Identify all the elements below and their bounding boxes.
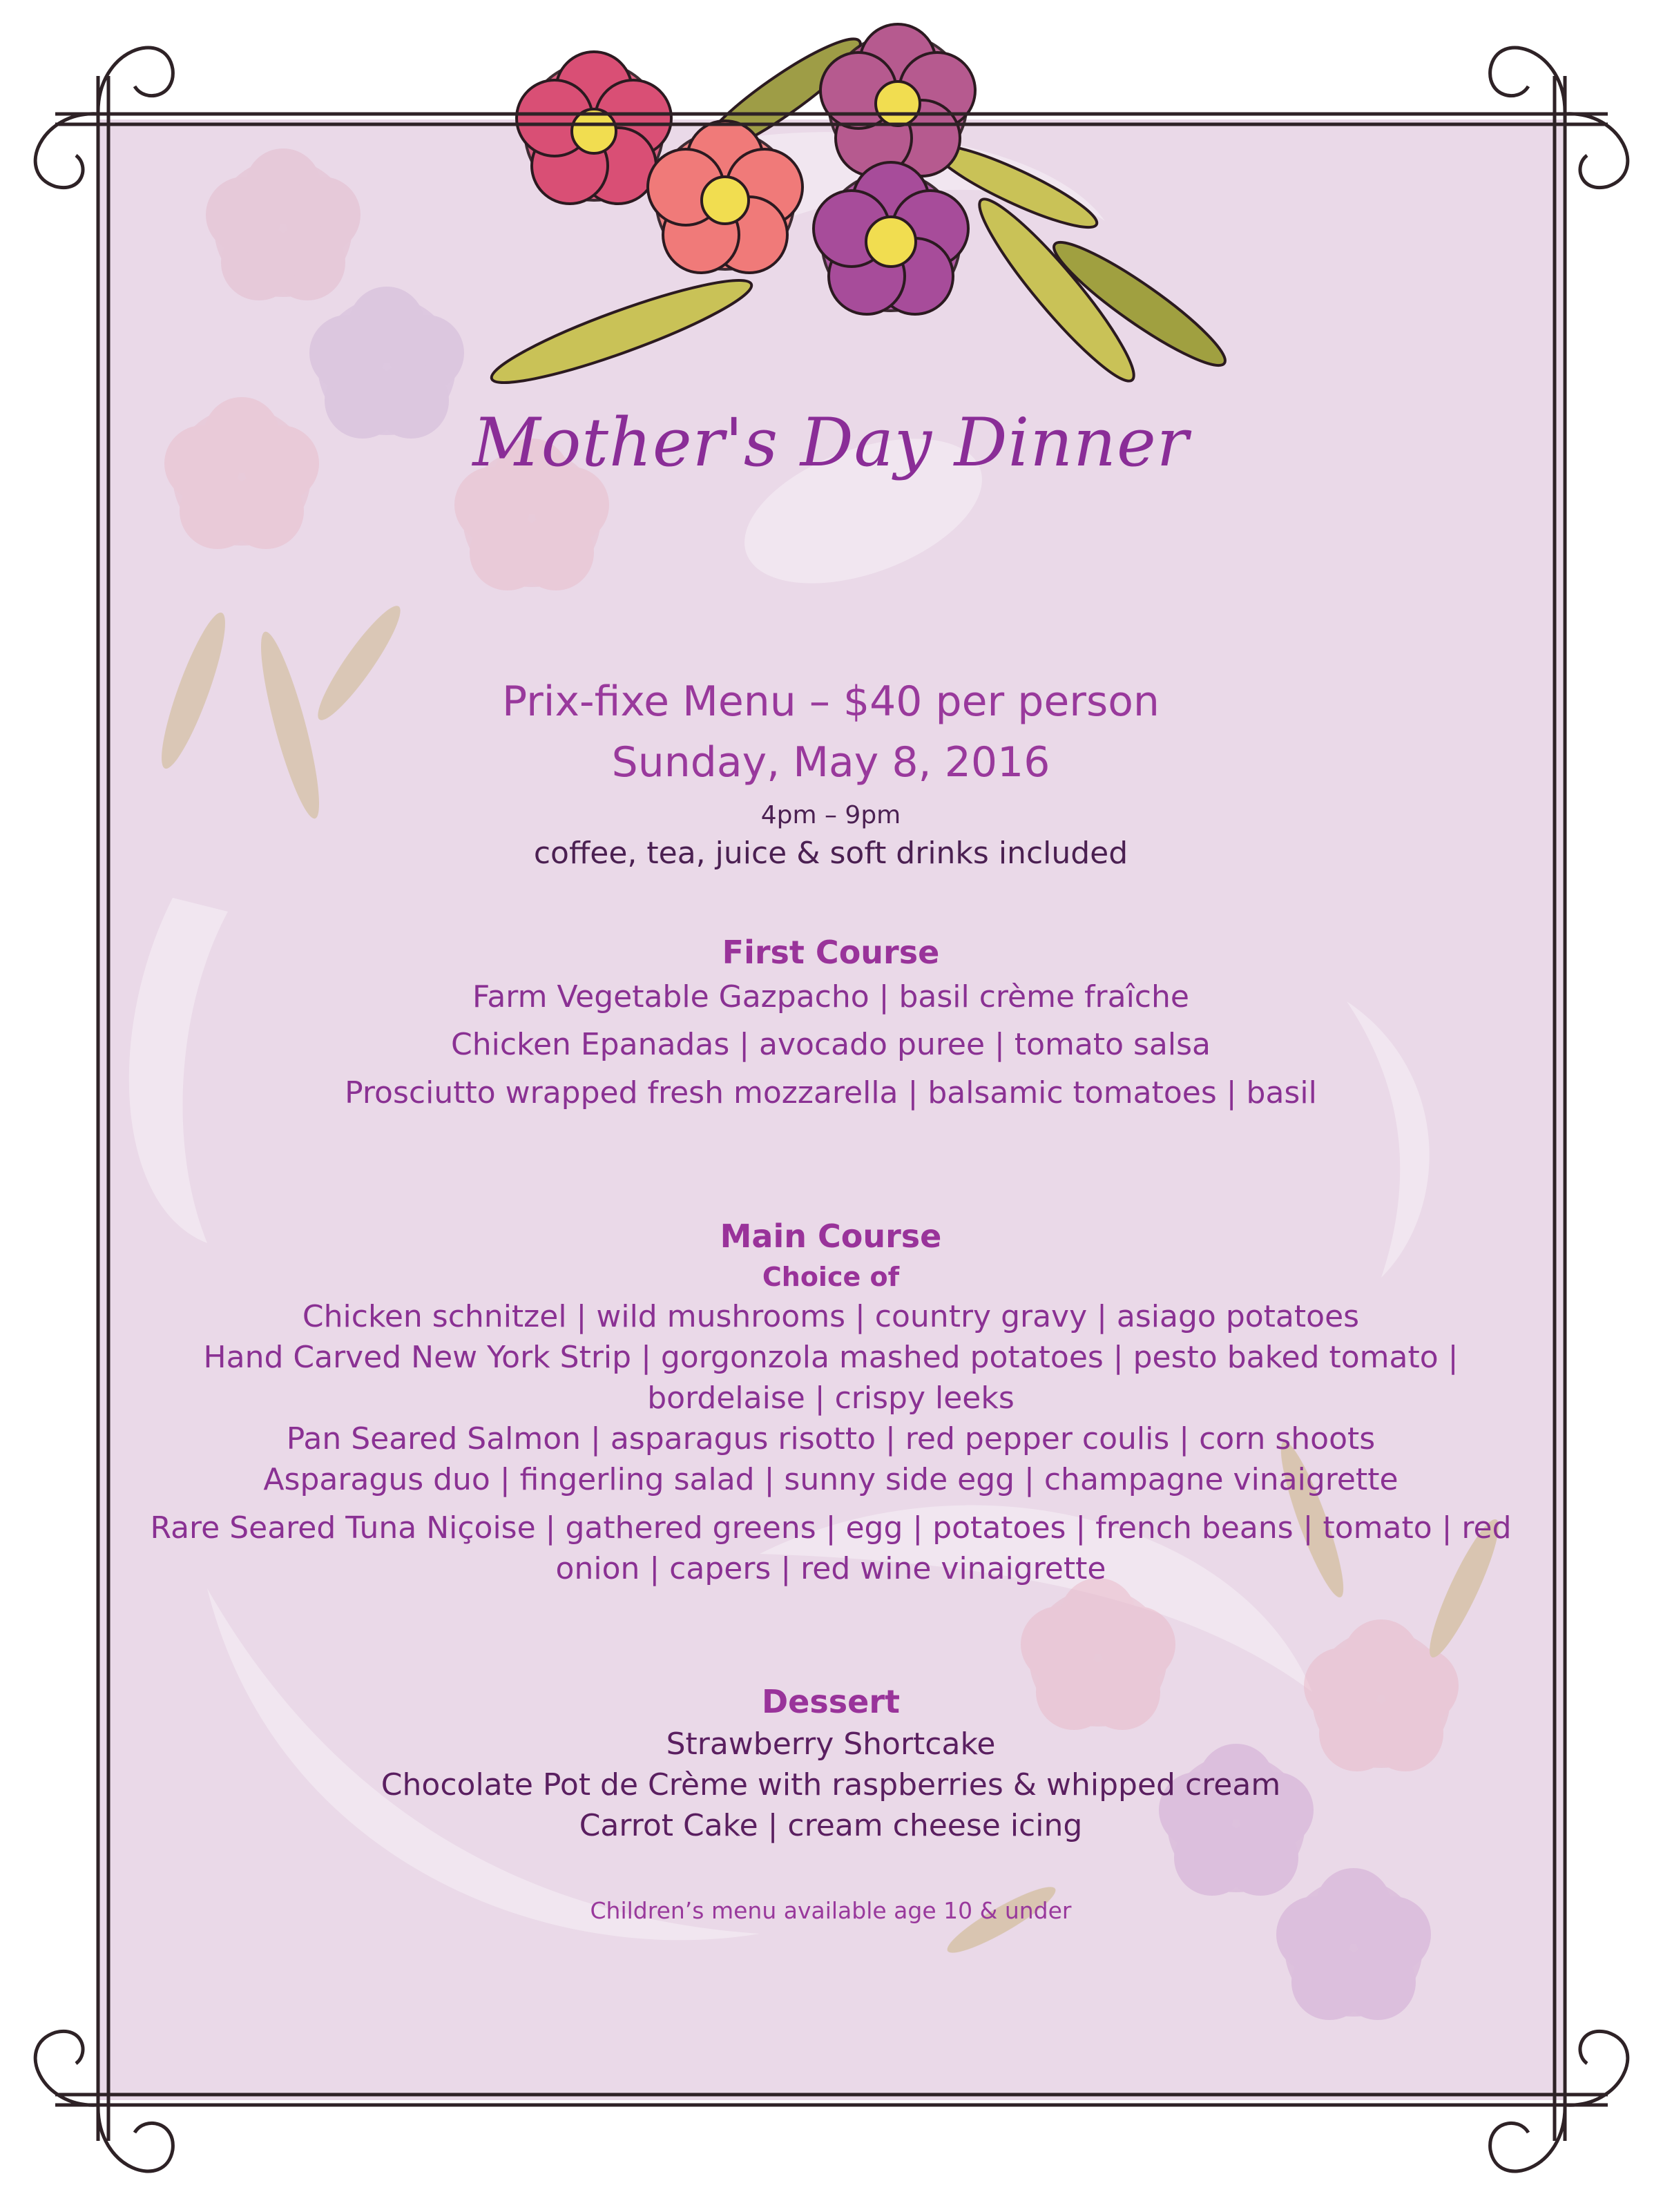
first-course-heading: First Course: [722, 934, 940, 971]
menu-item: onion | capers | red wine vinaigrette: [555, 1551, 1106, 1586]
menu-item: Chicken Epanadas | avocado puree | tomato salsa: [451, 1027, 1211, 1062]
menu-item: Pan Seared Salmon | asparagus risotto | red pepper coulis | corn shoots: [286, 1421, 1376, 1456]
menu-item: Chocolate Pot de Crème with raspberries & whipped cream: [381, 1767, 1281, 1802]
page-title: Mother's Day Dinner: [472, 404, 1189, 481]
main-course-subheading: Choice of: [762, 1262, 900, 1292]
date-line: Sunday, May 8, 2016: [611, 738, 1050, 787]
dessert-heading: Dessert: [761, 1683, 900, 1720]
menu-item: Strawberry Shortcake: [666, 1727, 996, 1762]
price-line: Prix-fixe Menu – $40 per person: [502, 677, 1160, 726]
main-course-heading: Main Course: [720, 1218, 942, 1255]
menu-item: Chicken schnitzel | wild mushrooms | country gravy | asiago potatoes: [302, 1299, 1360, 1334]
menu-item: Carrot Cake | cream cheese icing: [579, 1808, 1083, 1843]
menu-item: Prosciutto wrapped fresh mozzarella | balsamic tomatoes | basil: [345, 1075, 1317, 1110]
flower-bouquet-illustration: [485, 24, 1236, 398]
menu-item: bordelaise | crispy leeks: [647, 1381, 1015, 1416]
time-line: 4pm – 9pm: [760, 801, 901, 829]
menu-item: Rare Seared Tuna Niçoise | gathered greens | egg | potatoes | french beans | tomato | red: [150, 1510, 1512, 1546]
footer-note: Children’s menu available age 10 & under: [590, 1897, 1072, 1924]
menu-item: Farm Vegetable Gazpacho | basil crème fraîche: [472, 979, 1189, 1014]
drinks-line: coffee, tea, juice & soft drinks included: [533, 836, 1128, 871]
menu-item: Asparagus duo | fingerling salad | sunny side egg | champagne vinaigrette: [263, 1462, 1398, 1497]
menu-item: Hand Carved New York Strip | gorgonzola mashed potatoes | pesto baked tomato |: [203, 1340, 1459, 1375]
